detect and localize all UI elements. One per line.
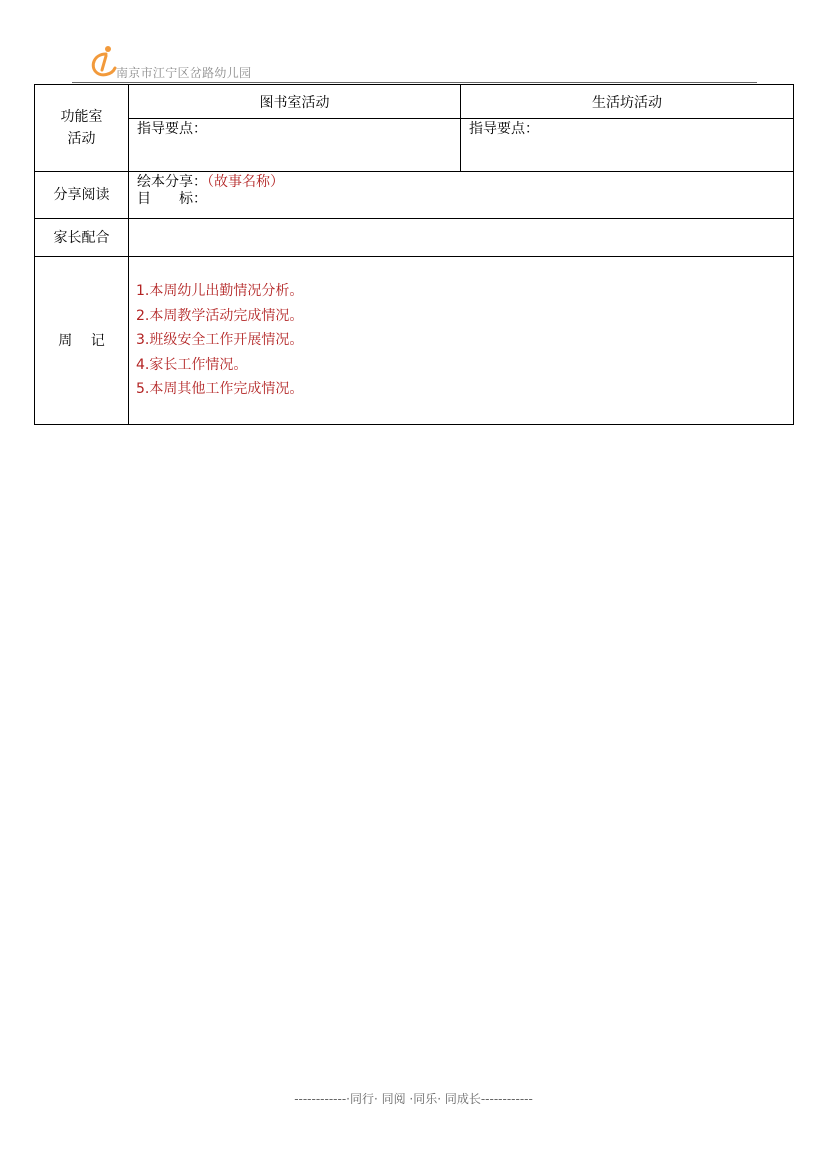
parent-cooperation-label: 家长配合 — [35, 219, 129, 257]
parent-cooperation-cell[interactable] — [129, 219, 794, 257]
library-guidance-cell[interactable] — [129, 119, 461, 172]
list-item: 3.班级安全工作开展情况。 — [136, 332, 304, 348]
list-item: 5.本周其他工作完成情况。 — [136, 381, 304, 397]
table-row — [35, 219, 794, 257]
weekly-notes-label: 周 记 — [35, 257, 129, 425]
story-name-placeholder: （故事名称） — [207, 174, 284, 190]
weekly-notes-cell[interactable] — [129, 257, 794, 425]
life-workshop-guidance-label: 指导要点： — [469, 121, 539, 137]
function-room-label-line1: 功能室 — [60, 109, 103, 125]
life-workshop-guidance-cell[interactable] — [461, 119, 794, 172]
library-guidance-label: 指导要点： — [137, 121, 207, 137]
picture-book-label: 绘本分享： — [137, 174, 207, 190]
school-name: 南京市江宁区岔路幼儿园 — [116, 66, 252, 80]
function-room-label-cell — [35, 85, 129, 172]
life-workshop-activity-header: 生活坊活动 — [461, 85, 794, 119]
table-row — [35, 257, 794, 425]
page-footer: ------------·同行· 同阅 ·同乐· 同成长------------ — [294, 1092, 533, 1106]
table-row — [35, 85, 794, 119]
school-logo-icon — [88, 44, 118, 78]
page-header — [72, 44, 757, 84]
shared-reading-cell[interactable] — [129, 172, 794, 219]
shared-reading-label: 分享阅读 — [35, 172, 129, 219]
list-item: 2.本周教学活动完成情况。 — [136, 307, 304, 324]
function-room-label-line2: 活动 — [67, 131, 96, 147]
table-row — [35, 172, 794, 219]
header-divider — [72, 82, 757, 83]
goal-label: 目 标： — [137, 191, 207, 207]
weekly-plan-table — [34, 84, 794, 425]
list-item: 4.家长工作情况。 — [136, 356, 248, 373]
list-item: 1.本周幼儿出勤情况分析。 — [136, 283, 304, 299]
library-activity-header: 图书室活动 — [129, 85, 461, 119]
table-row — [35, 119, 794, 172]
